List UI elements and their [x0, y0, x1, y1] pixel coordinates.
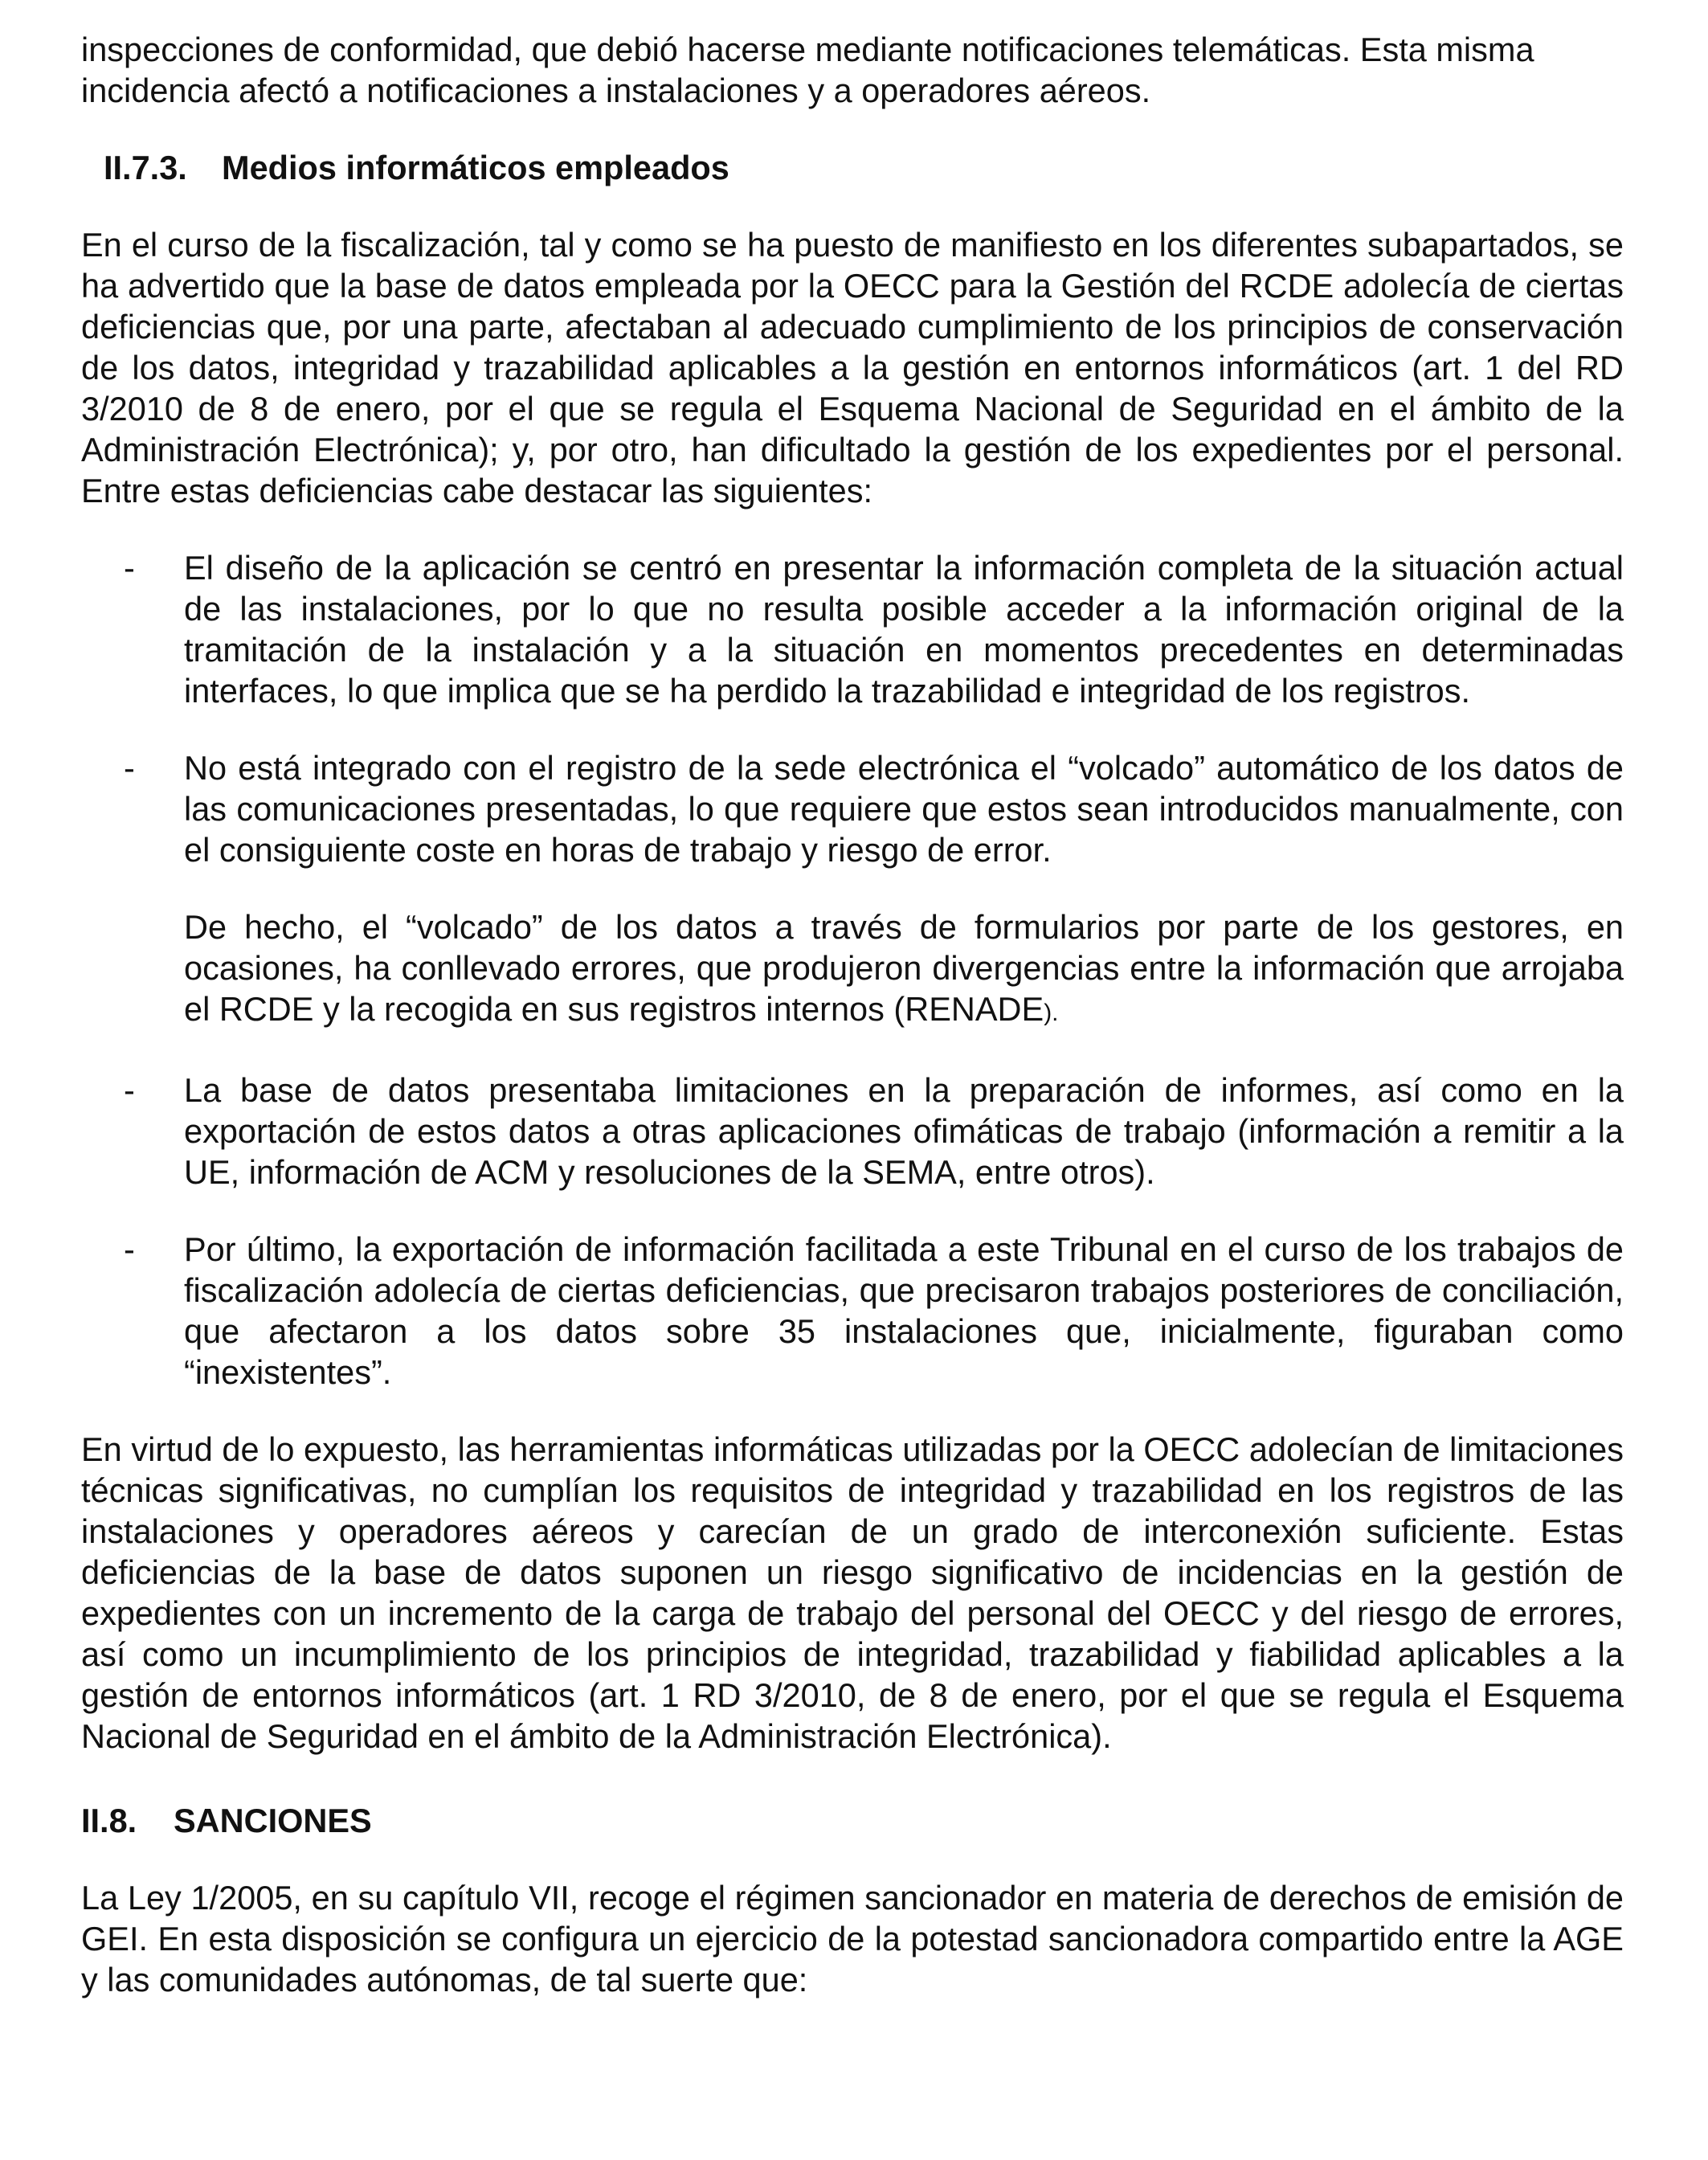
bullet-marker: -	[124, 1071, 135, 1109]
list-item	[81, 747, 1624, 1033]
list-item-text: El diseño de la aplicación se centró en presentar la información completa de la situación actual de las instalaciones, por lo que no resulta posible acceder a la información original de la tramitación de la instalación y a la situación en momentos precedentes en determinadas interfaces, lo que implica que se ha perdido la trazabilidad e integridad de los registros.	[184, 549, 1624, 710]
section-number: II.8.	[81, 1802, 137, 1839]
continuation-end: ).	[1044, 1000, 1059, 1026]
section-heading-II-7-3	[81, 147, 1624, 188]
section-paragraph: En el curso de la fiscalización, tal y como se ha puesto de manifiesto en los diferentes subapartados, se ha advertido que la base de datos empleada por la OECC para la Gestión del RCDE adolecía de ciertas deficiencias que, por una parte, afectaban al adecuado cumplimiento de los principios de conservación de los datos, integridad y trazabilidad aplicables a la gestión en entornos informáticos (art. 1 del RD 3/2010 de 8 de enero, por el que se regula el Esquema Nacional de Seguridad en el ámbito de la Administración Electrónica); y, por otro, han dificultado la gestión de los expedientes por el personal. Entre estas deficiencias cabe destacar las siguientes:	[81, 226, 1624, 509]
continuation-text: De hecho, el “volcado” de los datos a través de formularios por parte de los gestores, en ocasiones, ha conllevado errores, que produjeron divergencias entre la información que arrojaba el RCDE y la recogida en sus registros internos (RENADE	[184, 908, 1624, 1028]
section-heading-II-8	[81, 1800, 1624, 1841]
bullet-marker: -	[124, 549, 135, 587]
section-title: SANCIONES	[174, 1802, 372, 1839]
list-item-text: La base de datos presentaba limitaciones en la preparación de informes, así como en la exportación de estos datos a otras aplicaciones ofimáticas de trabajo (información a remitir a la UE, información de ACM y resoluciones de la SEMA, entre otros).	[184, 1071, 1624, 1191]
bullet-marker: -	[124, 1230, 135, 1268]
section-paragraph: La Ley 1/2005, en su capítulo VII, recoge el régimen sancionador en materia de derechos de emisión de GEI. En esta disposición se configura un ejercicio de la potestad sancionadora compartido entre la AGE y las comunidades autónomas, de tal suerte que:	[81, 1879, 1624, 1998]
document-page	[81, 29, 1624, 2000]
list-item	[81, 547, 1624, 711]
bullet-marker: -	[124, 749, 135, 787]
list-item-text: Por último, la exportación de información facilitada a este Tribunal en el curso de los trabajos de fiscalización adolecía de ciertas deficiencias, que precisaron trabajos posteriores de conciliación, que afectaron a los datos sobre 35 instalaciones que, inicialmente, figuraban como “inexistentes”.	[184, 1230, 1624, 1391]
section-title: Medios informáticos empleados	[222, 149, 729, 186]
list-item	[81, 1229, 1624, 1393]
section-number: II.7.3.	[104, 149, 187, 186]
conclusion-paragraph: En virtud de lo expuesto, las herramientas informáticas utilizadas por la OECC adolecían de limitaciones técnicas significativas, no cumplían los requisitos de integridad y trazabilidad en los registros de las instalaciones y operadores aéreos y carecían de un grado de interconexión suficiente. Estas deficiencias de la base de datos suponen un riesgo significativo de incidencias en la gestión de expedientes con un incremento de la carga de trabajo del personal del OECC y del riesgo de errores, así como un incumplimiento de los principios de integridad, trazabilidad y fiabilidad aplicables a la gestión de entornos informáticos (art. 1 RD 3/2010, de 8 de enero, por el que se regula el Esquema Nacional de Seguridad en el ámbito de la Administración Electrónica).	[81, 1430, 1624, 1755]
list-item	[81, 1070, 1624, 1192]
deficiencies-list	[81, 547, 1624, 1393]
intro-paragraph: inspecciones de conformidad, que debió hacerse mediante notificaciones telemáticas. Esta misma incidencia afectó a notificaciones a instalaciones y a operadores aéreos.	[81, 31, 1534, 109]
list-item-continuation	[184, 906, 1624, 1033]
list-item-text: No está integrado con el registro de la sede electrónica el “volcado” automático de los datos de las comunicaciones presentadas, lo que requiere que estos sean introducidos manualmente, con el consiguiente coste en horas de trabajo y riesgo de error.	[184, 749, 1624, 869]
